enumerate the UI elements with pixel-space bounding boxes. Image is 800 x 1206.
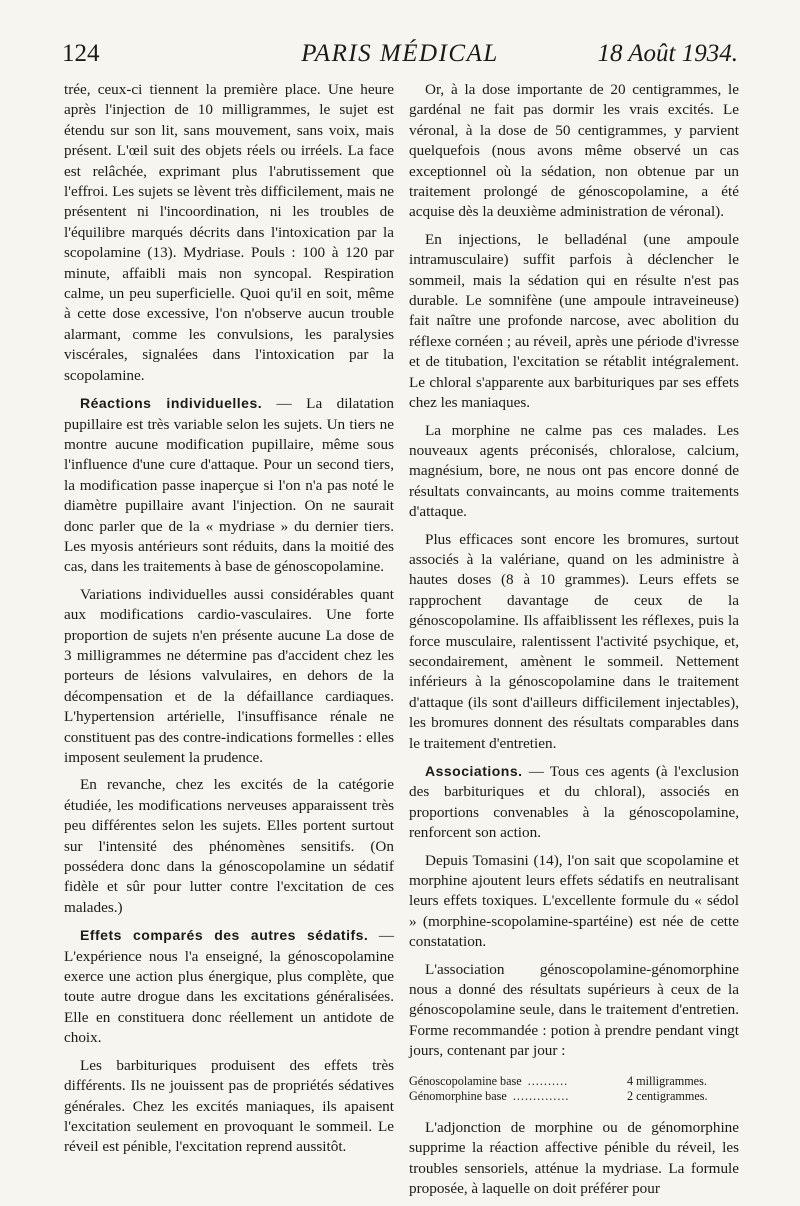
formula-row [409, 1074, 739, 1089]
paragraph-text: — L'expérience nous l'a enseigné, la génoscopolamine exerce une action plus énergique, plus complète, que toute autre drogue dans les excitations généralisées. Elle en constituera donc réellement un antidote de choix. [64, 927, 395, 1047]
paragraph: Plus efficaces sont encore les bromures, surtout associés à la valériane, quand on les administre à hautes doses (8 à 10 grammes). Leurs effets se rapprochent davantage de ceux de la génoscopolamine. Ils affaiblissent les réflexes, puis la force musculaire, ralentissent l'activité psychique, et, secondairement, amènent le sommeil. Nettement inférieurs à la génoscopolamine dans le traitement d'attaque (ils sont d'ailleurs difficilement injectables), les bromures donnent des résultats comparables dans le traitement d'entretien. [409, 530, 739, 752]
prescription-formula [409, 1074, 739, 1104]
formula-row [409, 1089, 739, 1104]
page-header [62, 38, 738, 78]
paragraph: Or, à la dose importante de 20 centigrammes, le gardénal ne fait pas dormir les vrais excités. Le véronal, à la dose de 50 centigrammes, y parvient quelquefois (nous avons même observé un cas exceptionnel où la sédation, non obtenue par un traitement prolongé de génoscopolamine, a été acquise dès la deuxième administration de véronal). [409, 81, 739, 221]
formula-dose: 4 milligrammes. [627, 1073, 707, 1088]
paragraph-text: — Tous ces agents (à l'exclusion des barbituriques et du chloral), associés en proportions convenables à la génoscopolamine, renforcent son action. [409, 763, 739, 842]
paragraph: L'association génoscopolamine-génomorphine nous a donné des résultats supérieurs à ceux de la génoscopolamine seule, dans le traitement d'entretien. Forme recommandée : potion à prendre pendant vingt jours, contenant par jour : [409, 960, 739, 1060]
paragraph: Les barbituriques produisent des effets très différents. Ils ne jouissent pas de propriétés sédatives générales. Chez les excités maniaques, ils apaisent l'excitation seulement en provoquant le sommeil. Le réveil est pénible, l'excitation reprend aussitôt. [64, 1056, 394, 1156]
paragraph-text: — La dilatation pupillaire est très variable selon les sujets. Un tiers ne montre aucune modification pupillaire, même sous l'influence d'une cure d'attaque. Pour un second tiers, la modification passe inaperçue si l'on n'a pas noté le diamètre pupillaire avant l'injection. On ne saurait donc parler que de la « mydriase » du dernier tiers. Les myosis antérieurs sont réduits, dans la moitié des cas, dans les traitements à base de génoscopolamine. [64, 395, 394, 576]
formula-leader: .......... [527, 1073, 569, 1088]
formula-ingredient: Génoscopolamine base [409, 1073, 522, 1088]
formula-dose: 2 centigrammes. [627, 1088, 708, 1103]
section-heading-reactions: Réactions individuelles. [80, 395, 263, 412]
formula-ingredient: Génomorphine base [409, 1088, 507, 1103]
paragraph: trée, ceux-ci tiennent la première place. Une heure après l'injection de 10 milligrammes, le sujet est étendu sur son lit, sans mouvement, sans voix, mais présent. L'œil suit des objets réels ou irréels. La face est relâchée, exprimant plus l'abrutissement que l'effroi. Les sujets se lèvent très difficilement, mais ne présentent ni l'incoordination, ni les troubles de l'équilibre marqués décrits dans l'intoxication par la scopolamine (13). Mydriase. Pouls : 100 à 120 par minute, affaibli mais non syncopal. Respiration calme, un peu superficielle. Quoi qu'il en soit, même à cette dose excessive, l'on n'observe aucun trouble alarmant, comme les convulsions, les paralysies viscérales, signalées dans l'intoxication par la scopolamine. [64, 81, 394, 384]
paragraph: Depuis Tomasini (14), l'on sait que scopolamine et morphine ajoutent leurs effets sédatifs en neutralisant leurs effets toxiques. L'excellente formule du « sédol » (morphine-scopolamine-spartéine) est née de cette constatation. [409, 851, 739, 951]
section-heading-effets: Effets comparés des autres sédatifs. [80, 927, 369, 944]
section-heading-associations: Associations. [425, 763, 523, 779]
paragraph: La morphine ne calme pas ces malades. Les nouveaux agents préconisés, chloralose, calcium, magnésium, bore, ne nous ont pas encore donné de résultats convaincants, au moins comme traitements d'attaque. [409, 421, 739, 521]
page-number: 124 [62, 40, 100, 67]
paragraph: L'adjonction de morphine ou de génomorphine supprime la réaction affective pénible du réveil, les troubles sensoriels, atténue la mydriase. La formule proposée, à laquelle on doit préférer pour [409, 1118, 739, 1197]
paragraph: En injections, le belladénal (une ampoule intramusculaire) suffit parfois à déclencher le sommeil, mais la sédation qui en résulte n'est pas durable. Le somnifène (une ampoule intraveineuse) fait naître une profonde narcose, avec abolition du réflexe cornéen ; au réveil, après une période d'ivresse et de titubation, l'excitation se rétablit intégralement. Le chloral s'apparente aux barbituriques par ses effets chez les maniaques. [409, 230, 739, 412]
left-column [64, 80, 394, 1165]
right-column [409, 80, 739, 1206]
paragraph: En revanche, chez les excités de la catégorie étudiée, les modifications nerveuses apparaissent très peu différentes selon les sujets. Elles portent surtout sur l'intensité des phénomènes sensitifs. (On possédera donc dans la génoscopolamine un sédatif fidèle et sûr pour lutter contre l'excitation de ces malades.) [64, 776, 394, 916]
formula-leader: .............. [512, 1088, 570, 1103]
paragraph-associations [409, 761, 739, 844]
issue-date: 18 Août 1934. [597, 40, 738, 67]
paragraph-effets [64, 925, 394, 1048]
paragraph-reactions [64, 393, 394, 578]
journal-title: PARIS MÉDICAL [301, 40, 499, 67]
paragraph: Variations individuelles aussi considérables quant aux modifications cardio-vasculaires. Une forte proportion de sujets n'en présente aucune La dose de 3 milligrammes ne détermine pas d'accident chez les porteurs de lésions valvulaires, en dehors de la décompensation et de la défaillance cardiaques. L'hypertension artérielle, l'insuffisance rénale ne constituent pas des contre-indications formelles : elles imposent seulement la prudence. [64, 585, 394, 766]
